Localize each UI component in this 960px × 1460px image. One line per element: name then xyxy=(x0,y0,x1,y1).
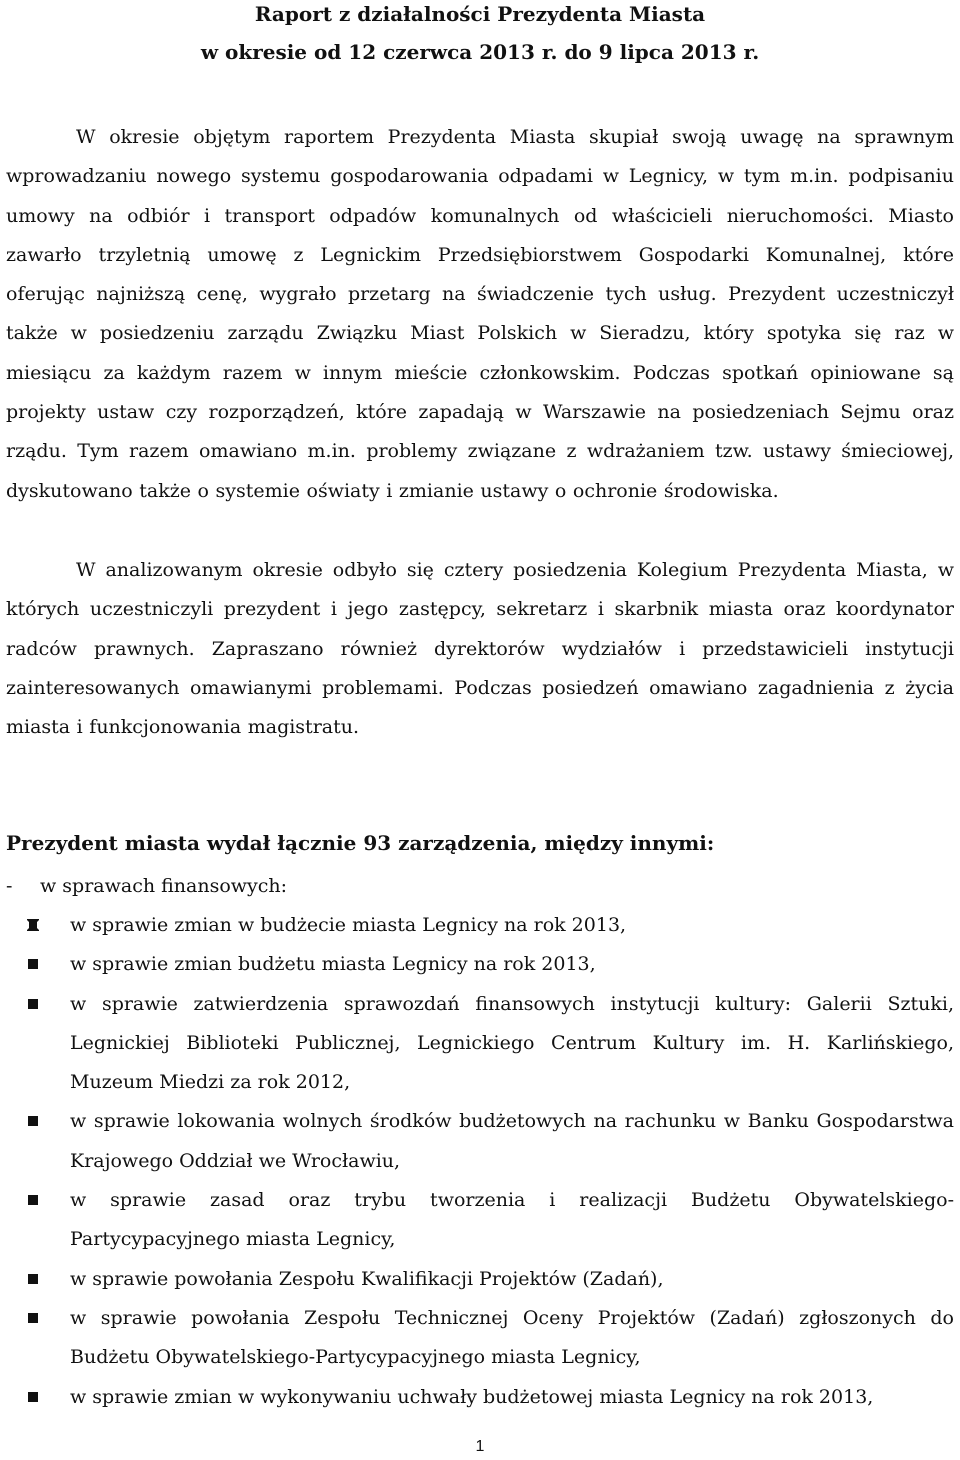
paragraph-waste-management: W okresie objętym raportem Prezydenta Miasta skupiał swoją uwagę na sprawnym wprowadzaniu nowego systemu gospodarowania odpadami w Legnicy, w tym m.in. podpisaniu umowy na odbiór i transport odpadów komunalnych od właścicieli nieruchomości. Miasto zawarło trzyletnią umowę z Legnickim Przedsiębiorstwem Gospodarki Komunalnej, które oferując najniższą cenę, wygrało przetarg na świadczenie tych usług. Prezydent uczestniczył także w posiedzeniu zarządu Związku Miast Polskich w Sieradzu, który spotyka się raz w miesiącu za każdym razem w innym mieście członkowskim. Podczas spotkań opiniowane są projekty ustaw czy rozporządzeń, które zapadają w Warszawie na posiedzeniach Sejmu oraz rządu. Tym razem omawiano m.in. problemy związane z wdrażaniem tzw. ustawy śmieciowej, dyskutowano także o systemie oświaty i zmianie ustawy o ochronie środowiska. xyxy=(6,126,954,502)
list-item-text: w sprawie zmian w wykonywaniu uchwały budżetowej miasta Legnicy na rok 2013, xyxy=(70,1385,874,1408)
list-item-text: w sprawie lokowania wolnych środków budżetowych na rachunku w Banku Gospodarstwa Krajowego Oddział we Wrocławiu, xyxy=(70,1110,954,1172)
list-item xyxy=(0,1181,954,1260)
list-item xyxy=(0,1378,954,1417)
page-number: 1 xyxy=(475,1438,485,1455)
square-bullet-icon xyxy=(27,1312,39,1324)
list-item xyxy=(0,985,954,1103)
list-item-text: w sprawie powołania Zespołu Kwalifikacji Projektów (Zadań), xyxy=(70,1267,664,1290)
list-item-text: w sprawie powołania Zespołu Technicznej Oceny Projektów (Zadań) zgłoszonych do Budżetu Obywatelskiego-Partycypacyjnego miasta Legnicy, xyxy=(70,1306,954,1369)
square-bullet-icon xyxy=(27,1115,39,1127)
list-item xyxy=(0,1102,954,1181)
dash-marker: - xyxy=(6,875,13,897)
square-bullet-icon xyxy=(27,1391,39,1403)
square-bullet-icon xyxy=(27,958,39,970)
list-item xyxy=(0,945,954,984)
list-intro-text: w sprawach finansowych: xyxy=(40,875,288,897)
list-item xyxy=(0,1299,954,1378)
document-title-line-1: Raport z działalności Prezydenta Miasta xyxy=(254,2,706,26)
paragraph-college-meetings: W analizowanym okresie odbyło się cztery posiedzenia Kolegium Prezydenta Miasta, w których uczestniczyli prezydent i jego zastępcy, sekretarz i skarbnik miasta oraz koordynator radców prawnych. Zapraszano również dyrektorów wydziałów i przedstawicieli instytucji zainteresowanych omawianymi problemami. Podczas posiedzeń omawiano zagadnienia z życia miasta i funkcjonowania magistratu. xyxy=(6,559,954,739)
square-bullet-icon xyxy=(27,1194,39,1206)
square-bullet-icon xyxy=(27,919,39,931)
list-item-text: w sprawie zmian w budżecie miasta Legnicy na rok 2013, xyxy=(70,914,627,936)
orders-list xyxy=(0,906,960,1417)
list-item-text: w sprawie zatwierdzenia sprawozdań finansowych instytucji kultury: Galerii Sztuki, Legnickiej Biblioteki Publicznej, Legnickiego Centrum Kultury im. H. Karlińskiego, Muzeum Miedzi za rok 2012, xyxy=(70,992,954,1094)
list-item-text: w sprawie zasad oraz trybu tworzenia i realizacji Budżetu Obywatelskiego-Partycypacyjnego miasta Legnicy, xyxy=(70,1189,954,1251)
document-title-line-2: w okresie od 12 czerwca 2013 r. do 9 lipca 2013 r. xyxy=(200,40,760,64)
list-item xyxy=(0,906,954,945)
list-item-text: w sprawie zmian budżetu miasta Legnicy na rok 2013, xyxy=(70,953,596,976)
square-bullet-icon xyxy=(27,1273,39,1285)
list-item xyxy=(0,1260,954,1299)
list-intro xyxy=(6,871,287,901)
section-heading-orders: Prezydent miasta wydał łącznie 93 zarządzenia, między innymi: xyxy=(6,831,715,855)
square-bullet-icon xyxy=(27,998,39,1010)
